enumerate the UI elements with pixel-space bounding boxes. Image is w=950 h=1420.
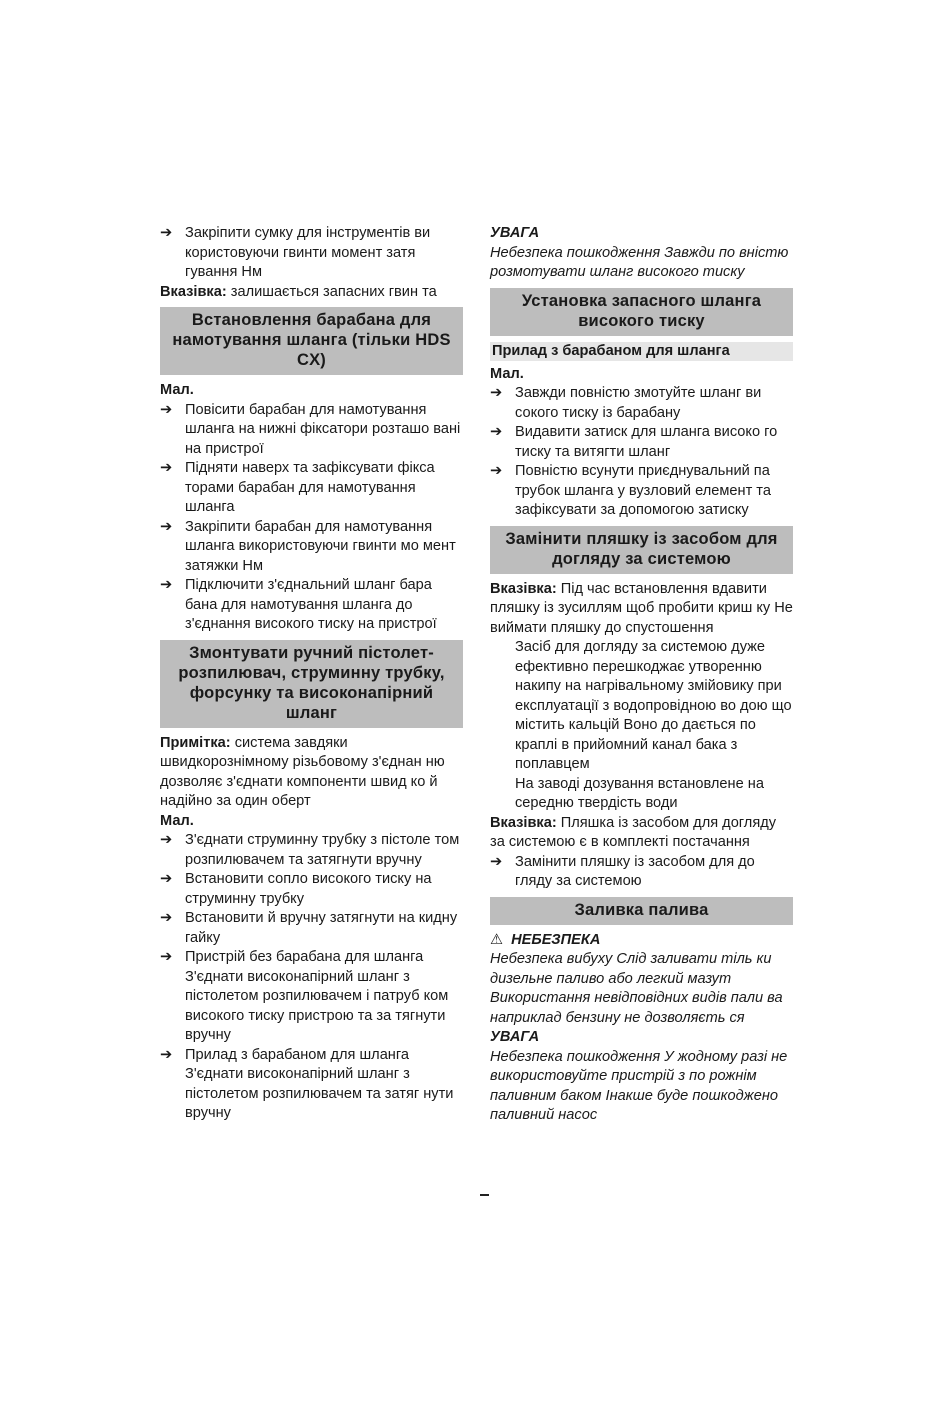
note-label: Примітка: <box>160 734 231 751</box>
step-text: Встановити й вручну затягнути на кидну гайку <box>185 910 458 946</box>
page-marker <box>480 1194 489 1196</box>
step-text: З'єднати струминну трубку з пістоле том розпилювачем та затягнути вручну <box>185 832 460 868</box>
note-label: Вказівка: <box>160 283 227 300</box>
list-item <box>160 576 463 635</box>
figure-label: Мал. <box>160 812 194 829</box>
note-text: Під час встановлення вдавити пляшку із зусиллям щоб пробити криш ку Не виймати пляшку до спустошення <box>490 580 793 636</box>
list-item <box>160 909 463 948</box>
step-text: Повністю всунути приєднувальний па трубок шланга у вузловий елемент та зафіксувати за допомогою затиску <box>515 463 771 518</box>
step-text: Закріпити барабан для намотування шланга використовуючи гвинти мо мент затяжки Нм <box>185 518 456 574</box>
arrow-icon: ➔ <box>160 949 173 965</box>
note-factory-dosing: На заводі дозування встановлене на середню твердість води <box>515 775 764 811</box>
step-text: Замінити пляшку із засобом для до гляду за системою <box>515 853 755 889</box>
arrow-icon: ➔ <box>160 401 173 418</box>
list-item <box>160 870 463 909</box>
arrow-icon: ➔ <box>160 832 173 848</box>
step-text: Підключити з'єднальний шланг бара бана для намотування шланга до з'єднання високого тиску на пристрої <box>185 577 437 632</box>
figure-label: Мал. <box>490 365 524 382</box>
arrow-icon: ➔ <box>160 577 173 593</box>
spare-hose-steps <box>490 384 793 521</box>
note-text: Пляшка із засобом для догляду за системою є в комплекті постачання <box>490 814 777 850</box>
section-title-refuel: Заливка палива <box>490 897 793 925</box>
hose-reel-steps <box>160 401 463 635</box>
list-item <box>160 459 463 518</box>
note-text: система завдяки швидкорознімному різьбовому з'єднан ню дозволяє з'єднати компоненти швид ко й надійно за один оберт <box>160 734 445 809</box>
note-spare-screws <box>160 283 463 303</box>
arrow-icon: ➔ <box>160 225 173 241</box>
list-item <box>160 1046 463 1124</box>
caution-title: УВАГА <box>490 1029 540 1045</box>
caution-text: Небезпека пошкодження У жодному разі не використовуйте пристрій з по рожнім паливним баком Інакше буде пошкоджено паливний насос <box>490 1048 788 1123</box>
list-item <box>160 518 463 577</box>
list-item <box>490 423 793 462</box>
step-text: Прилад з барабаном для шланга З'єднати високонапірний шланг з пістолетом розпилювачем та затяг нути вручну <box>185 1046 454 1121</box>
section-title-care-bottle: Замінити пляшку із засобом для догляду за системою <box>490 526 793 574</box>
step-text: Видавити затиск для шланга високо го тиску та витягти шланг <box>515 424 778 460</box>
note-easypress <box>160 734 463 812</box>
section-title-spare-hose: Установка запасного шланга високого тиску <box>490 288 793 336</box>
note-label: Вказівка: <box>490 580 557 597</box>
right-column <box>490 224 793 1126</box>
arrow-icon: ➔ <box>160 910 173 926</box>
danger-title <box>490 931 793 951</box>
note-bottle-included <box>490 814 793 853</box>
step-mount-toolbag <box>160 224 463 283</box>
step-text: Підняти наверх та зафіксувати фікса торами барабан для намотування шланга <box>185 460 435 515</box>
arrow-icon: ➔ <box>160 518 173 535</box>
caution-title: УВАГА <box>490 225 540 241</box>
step-text: Закріпити сумку для інструментів ви користовуючи гвинти момент затя гування Нм <box>185 225 431 280</box>
arrow-icon: ➔ <box>490 385 503 401</box>
list-item <box>490 853 793 892</box>
danger-text: Небезпека вибуху Слід заливати тіль ки дизельне паливо або легкий мазут Використання невідповідних видів пали ва наприклад бензину не дозволяєть ся <box>490 951 783 1026</box>
list-item <box>160 831 463 870</box>
section-title-mount-gun: Змонтувати ручний пістолет-розпилювач, струминну трубку, форсунку та високонапірний шланг <box>160 640 463 728</box>
arrow-icon: ➔ <box>160 1046 173 1063</box>
left-column <box>160 224 463 1124</box>
step-text: Повісити барабан для намотування шланга на нижні фіксатори розташо вані на пристрої <box>185 401 461 457</box>
list-item <box>490 384 793 423</box>
arrow-icon: ➔ <box>490 424 503 440</box>
figure-label: Мал. <box>160 382 194 398</box>
subsection-title-reel-device: Прилад з барабаном для шланга <box>490 342 793 361</box>
step-text: Пристрій без барабана для шланга З'єднати високонапірний шланг з пістолетом розпилювачем і патруб ком високого тиску пристрою та за тягнути вручну <box>185 949 449 1043</box>
arrow-icon: ➔ <box>160 871 173 887</box>
list-item <box>160 948 463 1046</box>
section-title-hose-reel: Встановлення барабана для намотування шланга (тільки HDS CX) <box>160 307 463 375</box>
list-item <box>160 401 463 460</box>
arrow-icon: ➔ <box>160 460 173 476</box>
note-label: Вказівка: <box>490 814 557 831</box>
caution-text: Небезпека пошкодження Завжди по вністю розмотувати шланг високого тиску <box>490 244 789 280</box>
note-care-description: Засіб для догляду за системою дуже ефективно перешкоджає утворенню накипу на нагрівальному змійовику при експлуатації з водопровідною во дою що містить кальцій Воно до дається по краплі в прийомний канал бака з поплавцем <box>515 639 792 772</box>
danger-label: НЕБЕЗПЕКА <box>511 931 601 948</box>
arrow-icon: ➔ <box>490 853 503 870</box>
note-bottle-install <box>490 580 793 639</box>
step-text: Встановити сопло високого тиску на струминну трубку <box>185 871 432 907</box>
note-text: залишається запасних гвин та <box>226 283 437 300</box>
mount-gun-steps <box>160 831 463 1124</box>
step-text: Завжди повністю змотуйте шланг ви сокого тиску із барабану <box>515 385 762 421</box>
arrow-icon: ➔ <box>490 463 503 479</box>
warning-triangle-icon: ⚠ <box>490 931 504 948</box>
list-item <box>490 462 793 521</box>
